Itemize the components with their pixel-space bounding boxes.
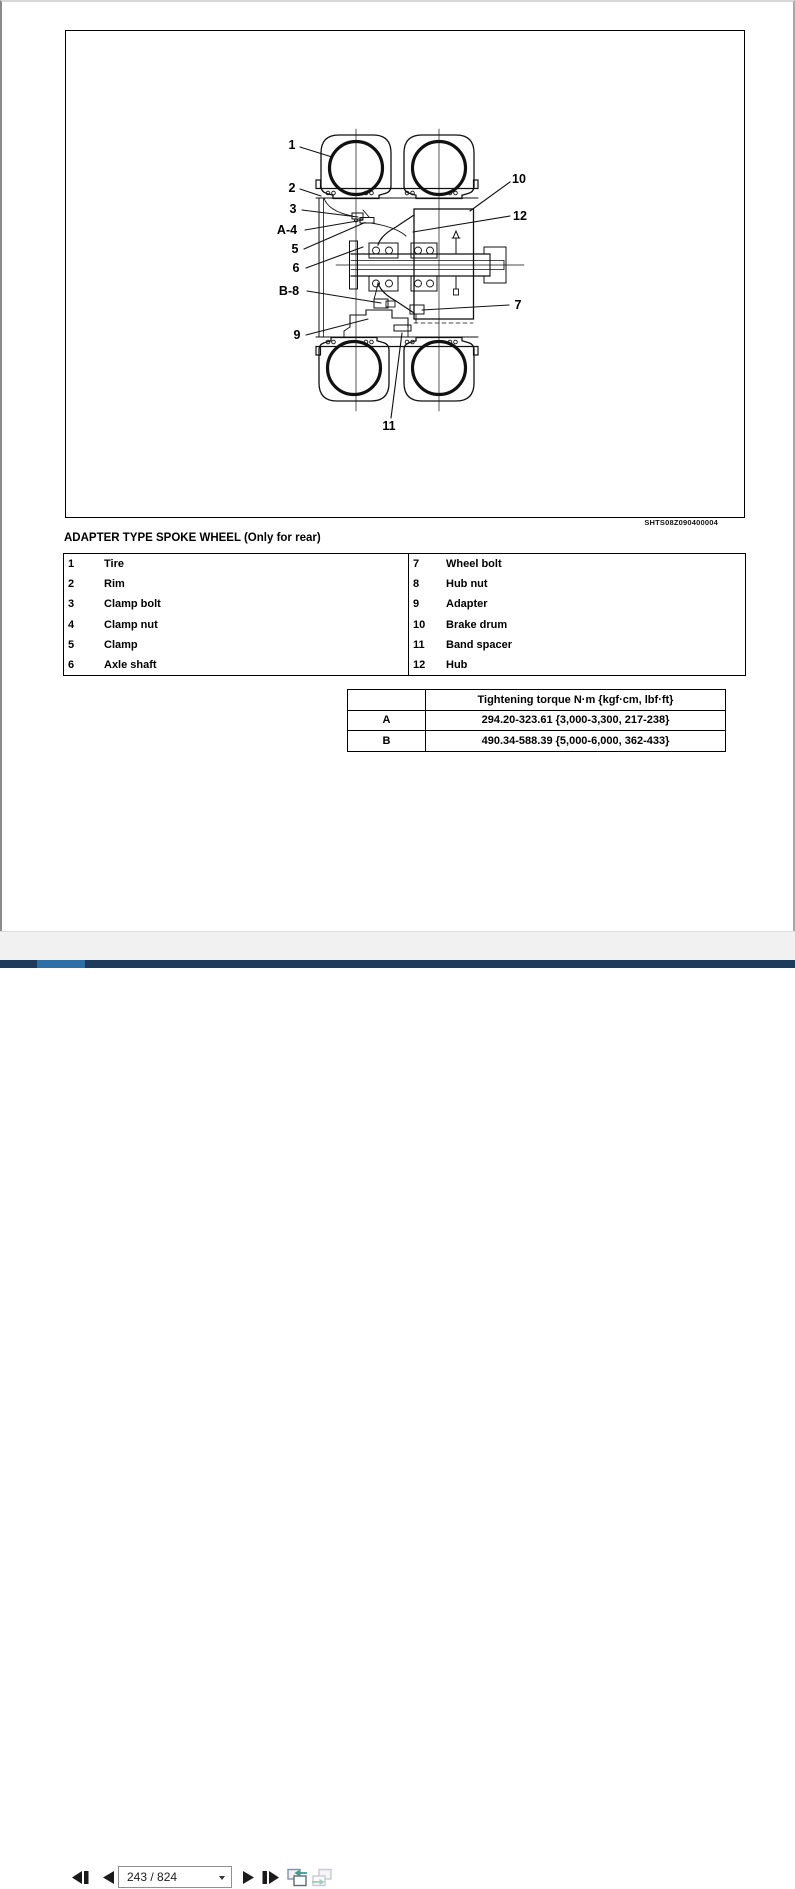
table-row <box>348 710 726 731</box>
part-label: Hub <box>446 659 468 672</box>
part-number: 11 <box>409 635 447 655</box>
torque-key: A <box>348 710 426 731</box>
part-number: 10 <box>409 615 447 635</box>
parts-table <box>63 553 746 676</box>
callout-label: 9 <box>293 328 301 342</box>
torque-header: Tightening torque N·m {kgf·cm, lbf·ft} <box>426 690 726 711</box>
page-number-combobox[interactable] <box>118 1866 232 1888</box>
torque-value: 490.34-588.39 {5,000-6,000, 362-433} <box>426 731 726 752</box>
part-number: 4 <box>68 618 75 631</box>
part-label: Clamp <box>104 638 138 651</box>
last-page-button[interactable] <box>258 1867 282 1888</box>
previous-page-button[interactable] <box>96 1867 120 1888</box>
next-page-button[interactable] <box>236 1867 260 1888</box>
status-strip-accent <box>37 960 85 968</box>
chevron-down-icon[interactable] <box>219 1876 225 1880</box>
previous-page-icon <box>103 1871 114 1884</box>
table-row <box>64 594 746 614</box>
part-number: 9 <box>409 594 447 614</box>
last-page-icon <box>262 1871 279 1884</box>
next-view-button[interactable] <box>309 1865 333 1889</box>
callout-label: 10 <box>512 172 526 186</box>
callout-label: 3 <box>289 202 297 216</box>
figure-frame <box>65 30 745 518</box>
part-label: Tire <box>104 558 124 571</box>
part-number: 5 <box>68 638 75 651</box>
first-page-icon <box>72 1871 89 1884</box>
part-number: 3 <box>68 598 75 611</box>
table-row <box>64 655 746 676</box>
previous-view-button[interactable] <box>285 1865 309 1889</box>
part-label: Adapter <box>446 598 488 611</box>
callout-label: 2 <box>288 181 296 195</box>
table-row <box>64 635 746 655</box>
table-row <box>348 731 726 752</box>
table-row <box>64 554 746 575</box>
part-number: 6 <box>68 659 75 672</box>
table-row <box>64 574 746 594</box>
part-label: Clamp nut <box>104 618 158 631</box>
part-label: Axle shaft <box>104 659 157 672</box>
page-title: ADAPTER TYPE SPOKE WHEEL (Only for rear) <box>64 532 321 544</box>
torque-table <box>347 689 726 752</box>
part-label: Clamp bolt <box>104 598 161 611</box>
part-label: Band spacer <box>446 638 513 651</box>
callout-label: 5 <box>291 242 299 256</box>
status-strip <box>0 960 795 968</box>
first-page-button[interactable] <box>68 1867 92 1888</box>
table-row <box>64 615 746 635</box>
wheel-cross-section-diagram <box>66 31 743 516</box>
part-number: 8 <box>409 574 447 594</box>
pager-toolbar <box>0 931 795 960</box>
torque-key-header <box>348 690 426 711</box>
callout-label: 12 <box>513 209 527 223</box>
part-number: 1 <box>68 558 75 571</box>
torque-key: B <box>348 731 426 752</box>
part-label: Hub nut <box>446 578 488 591</box>
part-label: Brake drum <box>446 618 508 631</box>
callout-label: 7 <box>514 298 522 312</box>
page-number-input[interactable] <box>119 1867 219 1887</box>
torque-value: 294.20-323.61 {3,000-3,300, 217-238} <box>426 710 726 731</box>
callout-label: 6 <box>292 261 300 275</box>
callout-label: B-8 <box>278 284 300 298</box>
pdf-page <box>0 0 795 931</box>
next-view-icon <box>311 1868 332 1887</box>
part-label: Wheel bolt <box>446 558 502 571</box>
previous-view-icon <box>287 1868 308 1887</box>
next-page-icon <box>243 1871 254 1884</box>
table-row <box>348 690 726 711</box>
figure-caption: SHTS08Z090400004 <box>644 518 718 527</box>
part-label: Rim <box>104 578 125 591</box>
part-number: 12 <box>409 655 447 676</box>
part-number: 2 <box>68 578 75 591</box>
callout-label: 1 <box>288 138 296 152</box>
part-number: 7 <box>409 554 447 575</box>
callout-label: A-4 <box>276 223 298 237</box>
callout-label: 11 <box>382 419 396 433</box>
